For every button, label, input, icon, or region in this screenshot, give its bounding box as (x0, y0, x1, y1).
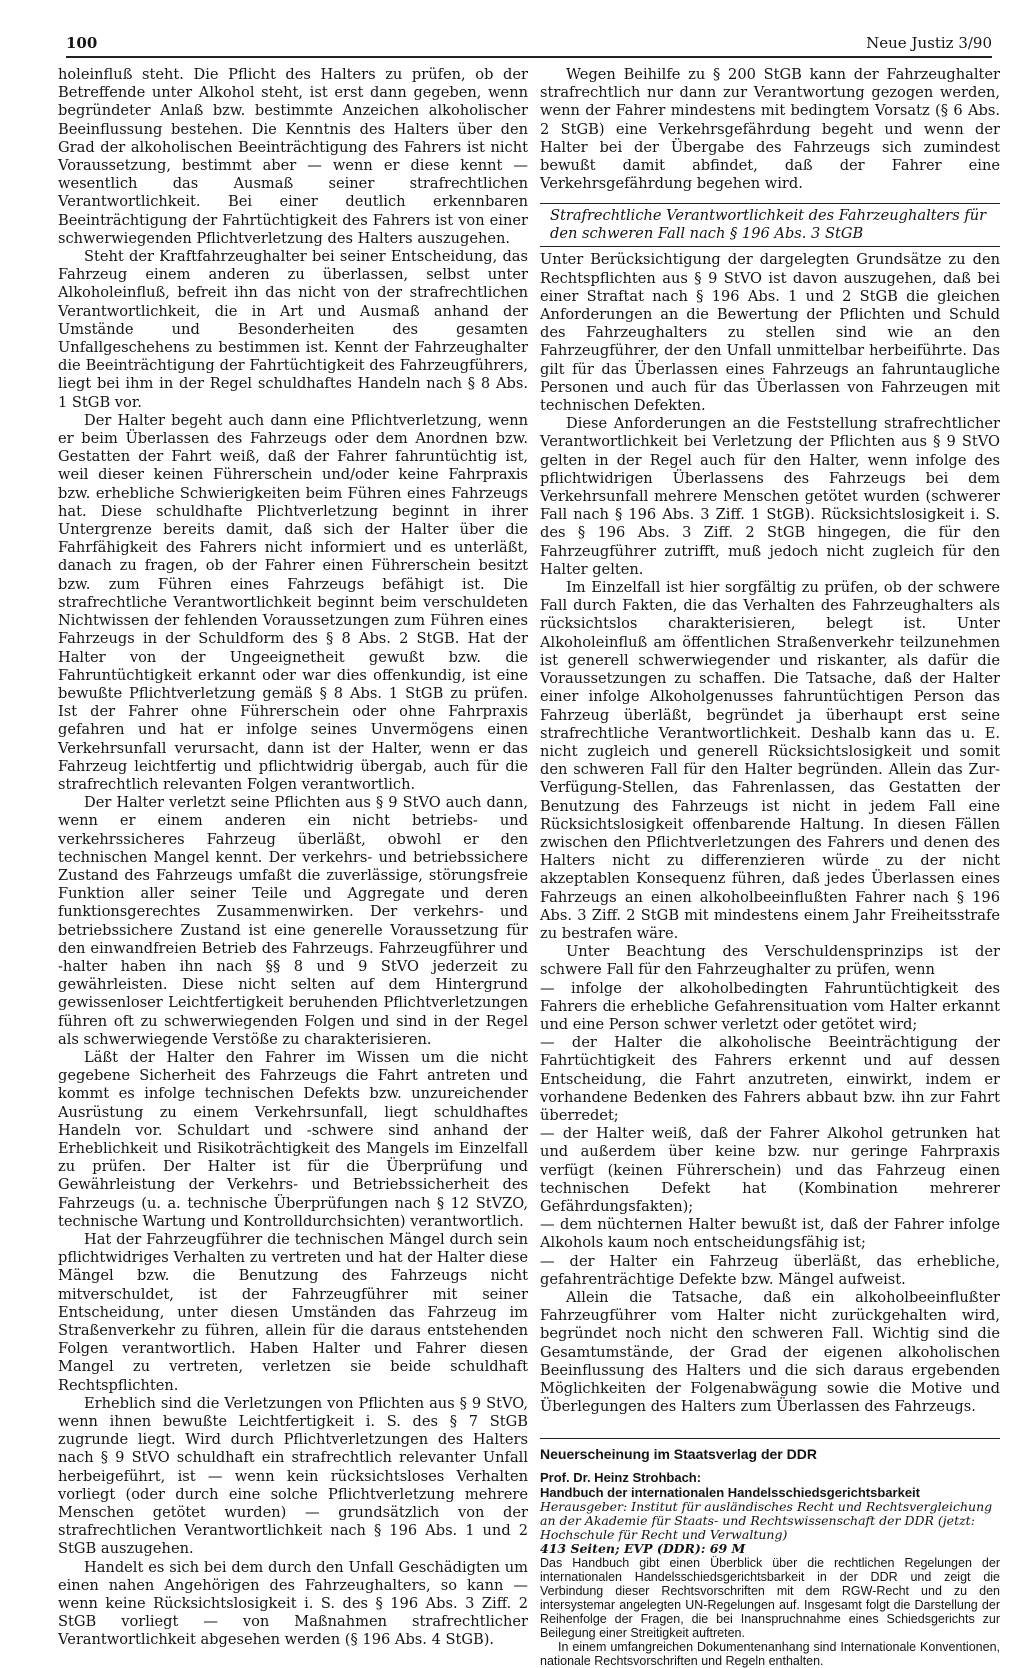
paragraph: Allein die Tatsache, daß ein alkoholbeeinflußter Fahrzeugführer vom Halter nicht zurückgehalten wird, begründet noch nicht den schweren Fall. Wichtig sind die Gesamtumstände, der Grad der eigenen alkoholischen Beeinflussung des Halters und die sich daraus ergebenden Möglichkeiten der Folgenabwägung sowie die Motive und Überlegungen des Halters zum Überlassen des Fahrzeugs. (540, 1289, 1000, 1416)
dash-list-item: — infolge der alkoholbedingten Fahruntüchtigkeit des Fahrers die erhebliche Gefahrensituation vom Halter erkannt und eine Person schwer verletzt oder getötet wird; (540, 979, 1000, 1033)
paragraph: Wegen Beihilfe zu § 200 StGB kann der Fahrzeughalter strafrechtlich nur dann zur Verantwortung gezogen werden, wenn der Fahrer mindestens mit bedingtem Vorsatz (§ 6 Abs. 2 StGB) eine Verkehrsgefährdung begeht und wenn der Halter bei der Übergabe des Fahrzeugs sich zumindest bewußt damit abfindet, daß der Fahrer eine Verkehrsgefährdung begehen wird. (540, 66, 1000, 193)
paragraph: Der Halter begeht auch dann eine Pflichtverletzung, wenn er beim Überlassen des Fahrzeugs oder dem Anordnen bzw. Gestatten der Fahrt weiß, daß der Fahrer fahruntüchtig ist, weil dieser keinen Führerschein und/oder keine Fahrpraxis bzw. erhebliche Schwierigkeiten beim Führen eines Fahrzeugs hat. Diese schuldhafte Plichtverletzung beginnt in ihrer Untergrenze bereits damit, daß sich der Halter über die Fahrfähigkeit des Fahrers nicht informiert und es unterläßt, danach zu fragen, ob der Fahrer einen Führerschein besitzt bzw. zum Führen eines Fahrzeugs befähigt ist. Die strafrechtliche Verantwortlichkeit beginnt beim verschuldeten Nichtwissen der fehlenden Voraussetzungen zum Führen eines Fahrzeugs in der Schuldform des § 8 Abs. 2 StGB. Hat der Halter von der Ungeeignetheit gewußt bzw. die Fahruntüchtigkeit erkannt oder war dies offenkundig, ist eine bewußte Pflichtverletzung gemäß § 8 Abs. 1 StGB zu prüfen. Ist der Fahrer ohne Führerschein oder ohne Fahrpraxis gefahren und hat er infolge seines Unvermögens einen Verkehrsunfall verursacht, dann ist der Halter, wenn er das Fahrzeug leichtfertig und pflichtwidrig übergab, auch für die strafrechtlich relevanten Folgen verantwortlich. (58, 411, 528, 793)
paragraph: Unter Beachtung des Verschuldensprinzips ist der schwere Fall für den Fahrzeughalter zu prüfen, wenn (540, 943, 1000, 979)
section-heading: Strafrechtliche Verantwortlichkeit des Fahrzeughalters für den schweren Fall nach § 196 Abs. 3 StGB (540, 203, 1000, 247)
dash-list-item: — der Halter ein Fahrzeug überläßt, das erhebliche, gefahrenträchtige Defekte bzw. Mängel aufweist. (540, 1252, 1000, 1288)
book-title: Handbuch der internationalen Handelsschiedsgerichtsbarkeit (540, 1484, 920, 1500)
paragraph: Erheblich sind die Verletzungen von Pflichten aus § 9 StVO, wenn ihnen bewußte Leichtfertigkeit i. S. des § 7 StGB zugrunde liegt. Wird durch Pflichtverletzungen des Halters nach § 9 StVO schuldhaft ein strafrechtlich relevanter Unfall herbeigeführt, ist — wenn kein rücksichtsloses Verhalten vorliegt (oder durch eine solche Pflichtverletzung mehrere Menschen getötet wurden) — grundsätzlich von der strafrechtlichen Verantwortlichkeit nach § 196 Abs. 1 und 2 StGB auszugehen. (58, 1394, 528, 1558)
paragraph: Diese Anforderungen an die Feststellung strafrechtlicher Verantwortlichkeit bei Verletzung der Pflichten aus § 9 StVO gelten in der Regel auch für den Halter, wenn infolge des pflichtwidrigen Überlassens des Fahrzeugs bei dem Verkehrsunfall mehrere Menschen getötet wurden (schwerer Fall nach § 196 Abs. 3 Ziff. 1 StGB). Rücksichtslosigkeit i. S. des § 196 Abs. 3 Ziff. 2 StGB hingegen, die für den Fahrzeugführer zutrifft, muß jedoch nicht zugleich für den Halter gelten. (540, 415, 1000, 578)
paragraph: Im Einzelfall ist hier sorgfältig zu prüfen, ob der schwere Fall durch Fakten, die das Verhalten des Fahrzeughalters als rücksichtslos charakterisieren, belegt ist. Unter Alkoholeinfluß am öffentlichen Straßenverkehr teilzunehmen ist generell schwerwiegender und riskanter, als dafür die Voraussetzungen zu schaffen. Die Tatsache, daß der Halter einer infolge Alkoholgenusses fahruntüchtigen Person das Fahrzeug überläßt, begründet ja überhaupt erst seine strafrechtliche Verantwortlichkeit. Deshalb kann das u. E. nicht zugleich und generell Rücksichtslosigkeit und somit den schweren Fall für den Halter begründen. Allein das Zur-Verfügung-Stellen, das Fahrenlassen, das Gestatten der Benutzung des Fahrzeugs ist nicht in jedem Fall eine Rücksichtslosigkeit offenbarende Haltung. In diesen Fällen zwischen den Pflichtverletzungen des Fahrers und denen des Halters nicht zu differenzieren würde zu der nicht akzeptablen Konsequenz führen, daß jedes Überlassen eines Fahrzeugs an einen alkoholbeeinflußten Fahrer nach § 196 Abs. 3 Ziff. 2 StGB mit mindestens einem Jahr Freiheitsstrafe zu bestrafen wäre. (540, 579, 1000, 942)
paragraph: holeinfluß steht. Die Pflicht des Halters zu prüfen, ob der Betreffende unter Alkohol steht, ist erst dann gegeben, wenn begründeter Anlaß bzw. bestimmte Anzeichen alkoholischer Beeinflussung bestehen. Die Kenntnis des Halters über den Grad der alkoholischen Beeinträchtigung des Fahrers ist nicht Voraussetzung, bestimmt aber — wenn er diese kennt — wesentlich das Ausmaß seiner strafrechtlichen Verantwortlichkeit. Bei einer deutlich erkennbaren Beeinträchtigung der Fahrtüchtigkeit des Fahrers ist von einer schwerwiegenden Pflichtverletzung des Halters auszugehen. (58, 66, 528, 247)
book-description-paragraph: In einem umfangreichen Dokumentenanhang sind Internationale Konventionen, nationale Rechtsvorschriften und Regeln enthalten. (540, 1639, 1000, 1668)
book-author: Prof. Dr. Heinz Strohbach: (540, 1469, 702, 1485)
paragraph: Steht der Kraftfahrzeughalter bei seiner Entscheidung, das Fahrzeug einem anderen zu überlassen, selbst unter Alkoholeinfluß, befreit ihn das nicht von der strafrechtlichen Verantwortlichkeit, die in Art und Ausmaß anhand der Umstände und Besonderheiten des gesamten Unfallgeschehens zu bestimmen ist. Kennt der Fahrzeughalter die Beeinträchtigung der Fahrtüchtigkeit des Fahrzeugführers, liegt bei ihm in der Regel schuldhaftes Handeln nach § 8 Abs. 1 StGB vor. (58, 248, 528, 411)
book-pages-price: 413 Seiten; EVP (DDR): 69 M (540, 1540, 746, 1556)
new-publication-title: Neuerscheinung im Staatsverlag der DDR (540, 1438, 1000, 1463)
paragraph: Handelt es sich bei dem durch den Unfall Geschädigten um einen nahen Angehörigen des Fahrzeughalters, so kann — wenn keine Rücksichtslosigkeit i. S. des § 196 Abs. 3 Ziff. 2 StGB vorliegt — von Maßnahmen strafrechtlicher Verantwortlichkeit abgesehen werden (§ 196 Abs. 4 StGB). (58, 1558, 528, 1649)
book-editor: Herausgeber: Institut für ausländisches Recht und Rechtsvergleichung an der Akademie für Staats- und Rechtswissenschaft der DDR (jetzt: Hochschule für Recht und Verwaltung) (540, 1498, 993, 1542)
book-description-paragraph: Das Handbuch gibt einen Überblick über die rechtlichen Regelungen der internationalen Handelsschiedsgerichtsbarkeit in der DDR und zeigt die Verbindung dieser Rechtsvorschriften mit dem RGW-Recht und zu den intersystemar angelegten UN-Regelungen auf. Insgesamt folgt die Darstellung der Reihenfolge der Fragen, die bei Inanspruchnahme eines Schiedsgerichts zur Beilegung einer Streitigkeit auftreten. (540, 1555, 1000, 1640)
dash-list-item: — dem nüchternen Halter bewußt ist, daß der Fahrer infolge Alkohols kaum noch entscheidungsfähig ist; (540, 1216, 1000, 1252)
book-description (540, 1556, 1000, 1668)
paragraph: Unter Berücksichtigung der dargelegten Grundsätze zu den Rechtspflichten aus § 9 StVO ist davon auszugehen, daß bei einer Straftat nach § 196 Abs. 1 und 2 StGB die gleichen Anforderungen an die Bewertung der Pflichten und Schuld des Fahrzeughalters zu stellen sind wie an den Fahrzeugführer, der den Unfall unmittelbar herbeiführte. Das gilt für das Überlassen eines Fahrzeugs an fahruntaugliche Personen und auch für das Überlassen von Fahrzeugen mit technischen Defekten. (540, 251, 1000, 415)
left-column (58, 66, 528, 1650)
dash-list-item: — der Halter weiß, daß der Fahrer Alkohol getrunken hat und außerdem über keine bzw. nur geringe Fahrpraxis verfügt (keinen Führerschein) und das Fahrzeug einen technischen Defekt hat (Kombination mehrerer Gefährdungsfakten); (540, 1125, 1000, 1215)
page-number: 100 (66, 34, 98, 52)
dash-list-item: — der Halter die alkoholische Beeinträchtigung der Fahrtüchtigkeit des Fahrers erkennt und auf dessen Entscheidung, die Fahrt anzutreten, einwirkt, indem er vorhandene Bedenken des Fahrers abbaut bzw. ihn zur Fahrt überredet; (540, 1034, 1000, 1124)
paragraph: Läßt der Halter den Fahrer im Wissen um die nicht gegebene Sicherheit des Fahrzeugs die Fahrt antreten und kommt es infolge technischen Defekts bzw. unzureichender Ausrüstung zu einem Verkehrsunfall, liegt schuldhaftes Handeln vor. Schuldart und -schwere sind anhand der Erheblichkeit und Risikoträchtigkeit des Mangels im Einzelfall zu prüfen. Der Halter ist für die Überprüfung und Gewährleistung der Verkehrs- und Betriebssicherheit des Fahrzeugs (u. a. technische Überprüfungen nach § 12 StVZO, technische Wartung und Kontrolldurchsichten) verantwortlich. (58, 1048, 528, 1230)
right-column (540, 66, 1000, 1668)
header-rule (66, 56, 992, 58)
paragraph: Der Halter verletzt seine Pflichten aus § 9 StVO auch dann, wenn er einem anderen ein nicht betriebs- und verkehrssicheres Fahrzeug überläßt, obwohl er den technischen Mangel kennt. Der verkehrs- und betriebssichere Zustand des Fahrzeugs umfaßt die zuverlässige, störungsfreie Funktion aller seiner Teile und Aggregate und deren funktionsgerechtes Zusammenwirken. Der verkehrs- und betriebssichere Zustand ist eine generelle Voraussetzung für den einwandfreien Betrieb des Fahrzeugs. Fahrzeugführer und -halter haben ihn nach §§ 8 und 9 StVO jederzeit zu gewährleisten. Diese nicht selten auf dem Hintergrund gewissenloser Leichtfertigkeit beruhenden Pflichtverletzungen führen oft zu schwerwiegenden Folgen und sind in der Regel als schwerwiegende Verstöße zu charakterisieren. (58, 794, 528, 1048)
page-header (66, 32, 992, 58)
paragraph: Hat der Fahrzeugführer die technischen Mängel durch sein pflichtwidriges Verhalten zu vertreten und hat der Halter diese Mängel bzw. die Benutzung des Fahrzeugs nicht mitverschuldet, ist der Fahrzeugführer mit seiner Entscheidung, unter diesen Umständen das Fahrzeug im Straßenverkehr zu führen, allein für die daraus entstehenden Folgen verantwortlich. Haben Halter und Fahrer diesen Mangel zu vertreten, verletzen sie beide schuldhaft Rechtspflichten. (58, 1231, 528, 1394)
journal-issue: Neue Justiz 3/90 (866, 34, 992, 52)
